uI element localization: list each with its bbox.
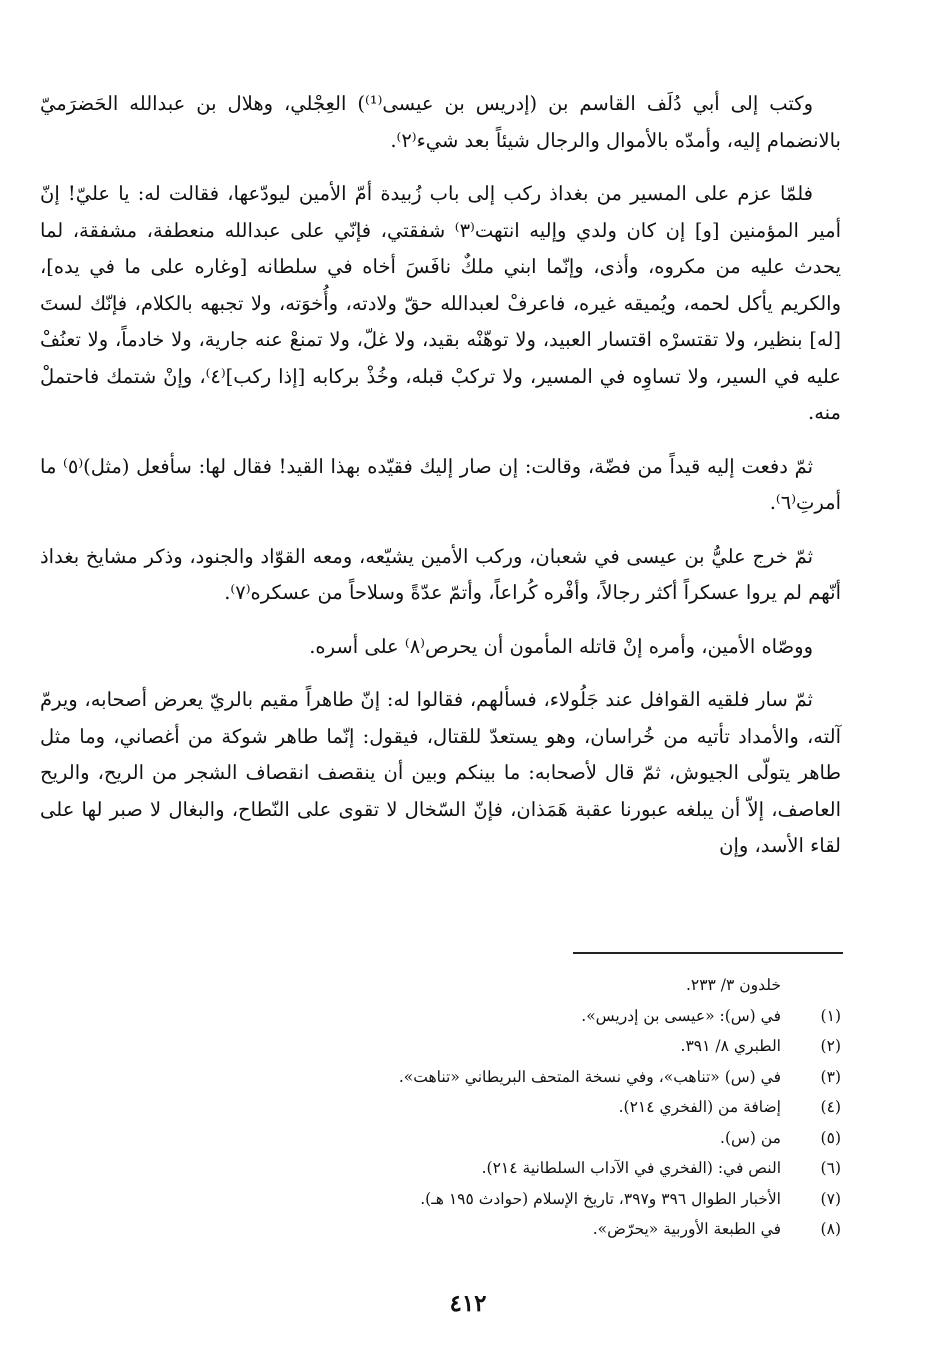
footnote-number: (٥): [820, 1128, 841, 1147]
footnotes: [200, 970, 841, 1245]
main-text: [40, 86, 841, 882]
footnote-text: من (س).: [720, 1128, 781, 1147]
footnote-text: في (س): «عيسى بن إدريس».: [581, 1006, 781, 1025]
footnote-number: (٤): [820, 1098, 841, 1116]
paragraph-3: ثمّ دفعت إليه قيداً من فضّة، وقالت: إن صار إليك فقيّده بهذا القيد! فقال لها: سأفعل (مثل)⁽٥⁾ ما أمرتِ⁽٦⁾.: [40, 454, 841, 514]
footnote-5: [200, 1123, 841, 1154]
footnote-text: الأخبار الطوال ٣٩٦ و٣٩٧، تاريخ الإسلام (حوادث ١٩٥ هـ).: [420, 1189, 781, 1208]
footnote-text: في (س) «تناهب»، وفي نسخة المتحف البريطاني «تناهت».: [398, 1067, 781, 1086]
paragraph-4: ثمّ خرج عليُّ بن عيسى في شعبان، وركب الأمين يشيّعه، ومعه القوّاد والجنود، وذكر مشايخ بغداذ أنّهم لم يروا عسكراً أكثر رجالاً، وأفْره كُراعاً، وأتمّ عدّةً وسلاحاً من عسكره⁽٧⁾.: [40, 544, 841, 604]
footnote-2: [200, 1031, 841, 1062]
page-number: ٤١٢: [449, 1290, 487, 1317]
paragraph-5: ووصّاه الأمين، وأمره إنْ قاتله المأمون أن يحرص⁽٨⁾ على أسره.: [309, 634, 813, 658]
paragraph-6: ثمّ سار فلقيه القوافل عند جَلُولاء، فسألهم، فقالوا له: إنّ طاهراً مقيم بالريّ يعرض أصحابه، ويرمّ آلته، والأمداد تأتيه من خُراسان، وهو يستعدّ للقتال، فيقول: إنّما طاهر شوكة من أغصاني، وما مثل طاهر يتولّى الجيوش، ثمّ قال لأصحابه: ما بينكم وبين أن ينقصف انقصاف الشجر من الريح، والريح العاصف، إلاّ أن يبلغه عبورنا عقبة هَمَذان، فإنّ السّخال لا تقوى على النّطاح، والبغال لا صبر لها على لقاء الأسد، وإن: [40, 688, 841, 857]
footnote-number: (٧): [820, 1189, 841, 1208]
footnote-7: [200, 1184, 841, 1215]
footnote-source: خلدون ٣/ ٢٣٣.: [685, 976, 781, 994]
paragraph-1: وكتب إلى أبي دُلَف القاسم بن (إدريس بن عيسى⁽¹⁾) العِجْلي، وهلال بن عبدالله الحَضرَميّ بالانضمام إليه، وأمدّه بالأموال والرجال شيئاً بعد شيء⁽٢⁾.: [40, 92, 841, 152]
footnote-text: إضافة من (الفخري ٢١٤).: [618, 1098, 781, 1116]
footnote-6: [200, 1153, 841, 1184]
footnote-divider: [573, 952, 843, 954]
footnote-number: (٦): [820, 1159, 841, 1177]
footnote-3: [200, 1062, 841, 1093]
footnote-number: (٣): [820, 1067, 841, 1086]
footnote-number: (١): [820, 1006, 841, 1025]
footnote-text: الطبري ٨/ ٣٩١.: [680, 1037, 781, 1055]
footnote-number: (٨): [820, 1220, 841, 1238]
footnote-4: [200, 1092, 841, 1123]
paragraph-2: فلمّا عزم على المسير من بغداذ ركب إلى باب زُبيدة أمّ الأمين ليودّعها، فقالت له: يا عليّ! إنّ أمير المؤمنين [و] إن كان ولدي وإليه انتهت⁽٣⁾ شفقتي، فإنّي على عبدالله منعطفة، مشفقة، لما يحدث عليه من مكروه، وأذى، وإنّما ابني ملكٌ نافَسَ أخاه في سلطانه [وغاره على ما في يده]، والكريم يأكل لحمه، ويُميقه غيره، فاعرفْ لعبدالله حقّ ولادته، وأُخوَته، ولا تجبهه بالكلام، فإنّك لستَ [له] بنظير، ولا تقتسرْه اقتسار العبيد، ولا توهّنْه بقيد، ولا غلّ، ولا تمنعْ عنه جارية، ولا خادماً، ولا تعنُفْ عليه في السير، ولا تساوِه في المسير، ولا تركبْ قبله، وخُذْ بركابه [إذا ركب]⁽٤⁾، وإنْ شتمك فاحتملْ منه.: [40, 182, 841, 424]
footnote-number: (٢): [820, 1037, 841, 1055]
footnote-text: النص في: (الفخري في الآداب السلطانية ٢١٤).: [481, 1159, 781, 1177]
footnote-1: [200, 1001, 841, 1032]
footnote-text: في الطبعة الأوربية «يحرّض».: [592, 1220, 781, 1238]
footnote-8: [200, 1214, 841, 1245]
